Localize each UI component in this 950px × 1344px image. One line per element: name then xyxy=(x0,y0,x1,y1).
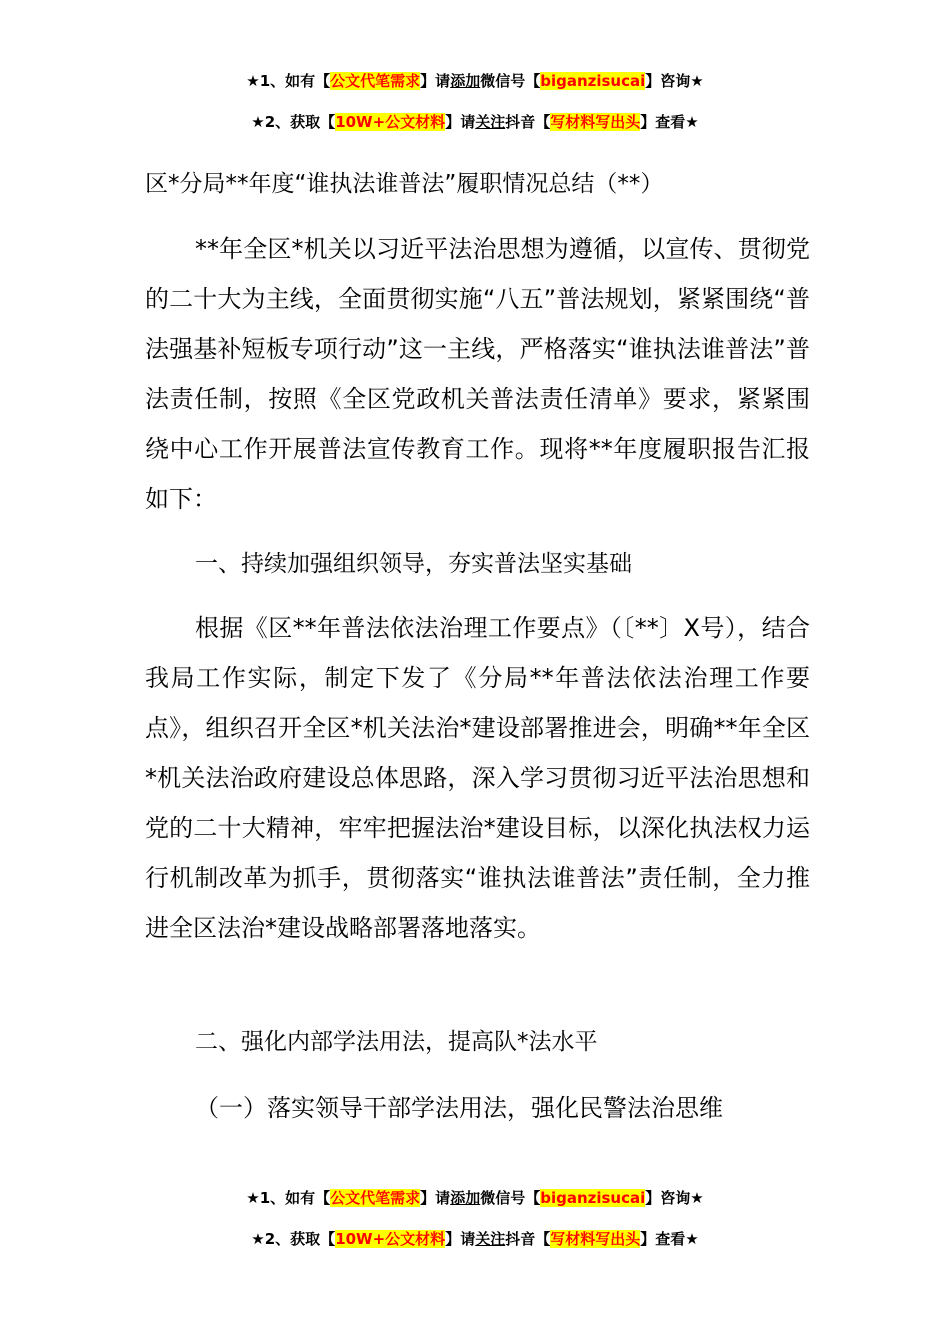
top-banner-line-1 xyxy=(0,70,950,92)
banner-text: 抖音【 xyxy=(505,113,551,131)
banner-text: 】咨询★ xyxy=(645,72,704,90)
banner-text: 】咨询★ xyxy=(645,1189,704,1207)
banner-highlight-wechat: biganzisucai xyxy=(540,72,646,90)
banner-underline-add: 添加 xyxy=(450,72,481,90)
section-1-heading: 一、持续加强组织领导，夯实普法坚实基础 xyxy=(195,551,632,577)
banner-highlight-materials: 10W+公文材料 xyxy=(335,113,446,131)
banner-underline-follow: 关注 xyxy=(475,113,506,131)
banner-highlight-materials: 10W+公文材料 xyxy=(335,1230,446,1248)
banner-highlight-douyin: 写材料写出头 xyxy=(550,1230,641,1248)
top-banner-line-2 xyxy=(0,111,950,133)
banner-text: ★2、获取【 xyxy=(251,1230,336,1248)
banner-text: 】查看★ xyxy=(640,113,699,131)
banner-text: 】请 xyxy=(420,1189,451,1207)
banner-text: ★1、如有【 xyxy=(246,72,331,90)
banner-highlight-service: 公文代笔需求 xyxy=(330,72,421,90)
banner-text: 微信号【 xyxy=(480,1189,541,1207)
banner-text: 抖音【 xyxy=(505,1230,551,1248)
banner-highlight-douyin: 写材料写出头 xyxy=(550,113,641,131)
banner-underline-add: 添加 xyxy=(450,1189,481,1207)
bottom-banner-line-1 xyxy=(0,1187,950,1209)
document-title: 区*分局**年度“谁执法谁普法”履职情况总结（**） xyxy=(145,171,664,197)
section-1-paragraph: 根据《区**年普法依法治理工作要点》（〔**〕X号），结合我局工作实际，制定下发了《分局**年普法依法治理工作要点》，组织召开全区*机关法治*建设部署推进会，明确**年全区*机关法治政府建设总体思路，深入学习贯彻习近平法治思想和党的二十大精神，牢牢把握法治*建设目标，以深化执法权力运行机制改革为抓手，贯彻落实“谁执法谁普法”责任制，全力推进全区法治*建设战略部署落地落实。 xyxy=(145,614,810,942)
banner-text: 】查看★ xyxy=(640,1230,699,1248)
banner-highlight-wechat: biganzisucai xyxy=(540,1189,646,1207)
bottom-banner-line-2 xyxy=(0,1228,950,1250)
banner-text: ★2、获取【 xyxy=(251,113,336,131)
section-2-heading: 二、强化内部学法用法，提高队*法水平 xyxy=(195,1029,598,1055)
banner-text: ★1、如有【 xyxy=(246,1189,331,1207)
banner-text: 】请 xyxy=(420,72,451,90)
banner-highlight-service: 公文代笔需求 xyxy=(330,1189,421,1207)
banner-text: 微信号【 xyxy=(480,72,541,90)
banner-underline-follow: 关注 xyxy=(475,1230,506,1248)
section-2-subheading-1: （一）落实领导干部学法用法，强化民警法治思维 xyxy=(195,1094,723,1122)
banner-text: 】请 xyxy=(445,1230,476,1248)
banner-text: 】请 xyxy=(445,113,476,131)
intro-paragraph: **年全区*机关以习近平法治思想为遵循，以宣传、贯彻党的二十大为主线，全面贯彻实施“八五”普法规划，紧紧围绕“普法强基补短板专项行动”这一主线，严格落实“谁执法谁普法”普法责任制，按照《全区党政机关普法责任清单》要求，紧紧围绕中心工作开展普法宣传教育工作。现将**年度履职报告汇报如下： xyxy=(145,235,810,513)
